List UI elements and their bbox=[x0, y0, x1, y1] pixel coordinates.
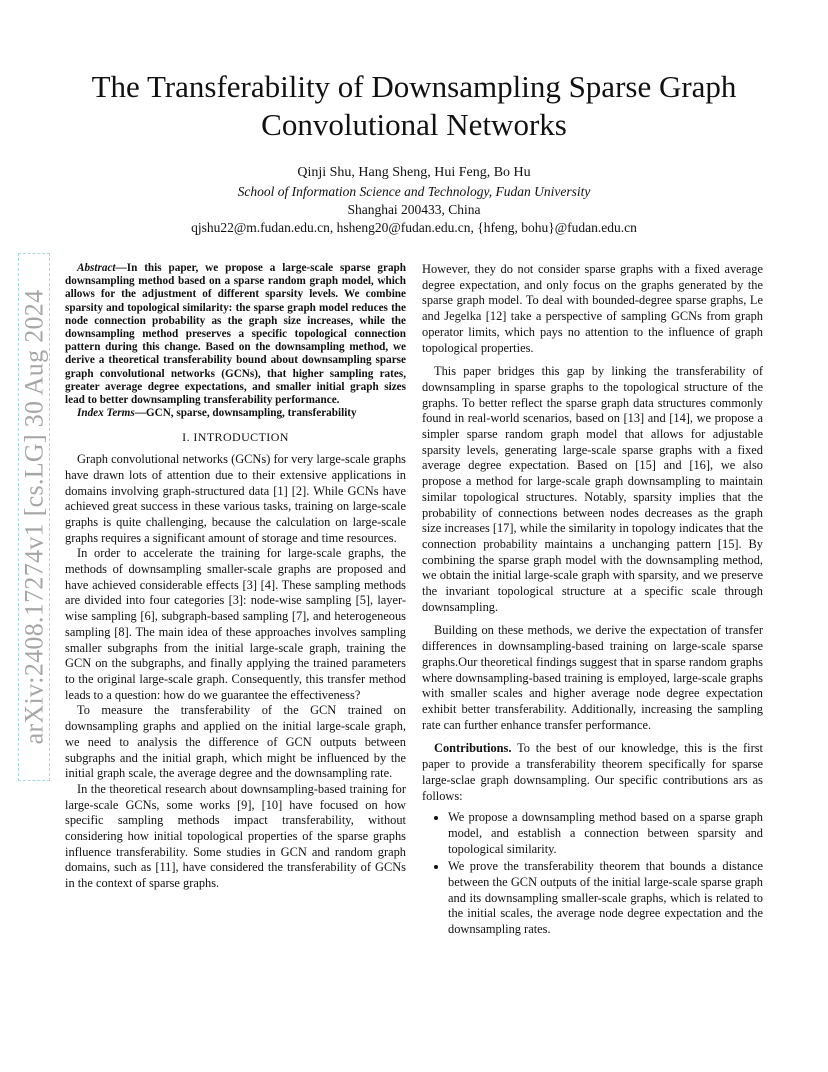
paragraph: Building on these methods, we derive the expectation of transfer differences in downsampling-based training on large-scale sparse graphs.Our theoretical findings suggest that in sparse random graphs where downsampling-based training is employed, large-scale graphs with smaller scales and higher average node degree expectation exhibit better transferability. Additionally, increasing the sampling rate can further enhance transfer performance. bbox=[422, 623, 763, 732]
right-column bbox=[422, 262, 763, 940]
abstract-label: Abstract bbox=[77, 262, 116, 274]
author-affiliation: School of Information Science and Technology, Fudan University bbox=[237, 184, 591, 199]
paper-title: The Transferability of Downsampling Sparse Graph Convolutional Networks bbox=[91, 69, 737, 142]
author-block bbox=[60, 164, 768, 237]
paragraph: To measure the transferability of the GCN trained on downsampling graphs and applied on the initial large-scale graph, we need to analysis the difference of GCN outputs between subgraphs and the initial graph, which might be influenced by the initial graph scale, the average degree and the downsampling rate. bbox=[65, 703, 406, 781]
section-heading: I. INTRODUCTION bbox=[182, 430, 289, 445]
contributions-text: To the best of our knowledge, this is the first paper to provide a transferability theorem specifically for sparse large-sclae graph downsampling. Our specific contributions ars as follows: bbox=[422, 741, 763, 803]
paragraph: In order to accelerate the training for large-scale graphs, the methods of downsampling smaller-scale graphs are proposed and have achieved considerable effects [3] [4]. These sampling methods are divided into four categories [3]: node-wise sampling [5], layer-wise sampling [6], subgraph-based sampling [7], and heterogeneous sampling [8]. The main idea of these approaches involves sampling smaller subgraphs from the initial large-scale graph, training the GCN on the subgraphs, and finally applying the trained parameters to the original large-scale graph. Consequently, this transfer method leads to a question: how do we guarantee the effectiveness? bbox=[65, 546, 406, 702]
author-emails: qjshu22@m.fudan.edu.cn, hsheng20@fudan.edu.cn, {hfeng, bohu}@fudan.edu.cn bbox=[191, 220, 637, 235]
index-terms-label: Index Terms bbox=[77, 407, 135, 420]
index-terms bbox=[65, 407, 406, 420]
abstract bbox=[65, 262, 406, 407]
arxiv-identifier-stamp bbox=[18, 253, 50, 781]
contributions-list bbox=[422, 810, 763, 938]
index-terms-text: —GCN, sparse, downsampling, transferability bbox=[134, 407, 357, 420]
left-column bbox=[65, 262, 406, 892]
paragraph: In the theoretical research about downsampling-based training for large-scale GCNs, some works [9], [10] have focused on how specific sampling methods impact transferability, without considering how initial topological properties of the sparse graphs influence transferability. Some studies in GCN and random graph domains, such as [11], have considered the transferability of GCNs in the context of sparse graphs. bbox=[65, 781, 406, 891]
paragraph: However, they do not consider sparse graphs with a fixed average degree expectation, and only focus on the graphs generated by the sparse graph model. To deal with bounded-degree sparse graphs, Le and Jegelka [12] take a perspective of sampling GCNs from graph operator limits, which pays no attention to the influence of graph topological properties. bbox=[422, 262, 763, 355]
paragraph: This paper bridges this gap by linking the transferability of downsampling in sparse graphs to the topological structure of the graphs. To better reflect the sparse graph data structures commonly found in real-world scenarios, based on [13] and [14], we propose a simpler sparse random graph model that allows for adjustable sparsity levels, generating large-scale sparse graphs with a fixed average degree expectation. Based on [15] and [16], we also propose a method for large-scale graph downsampling to maintain similar topological structures. Notably, sparsity implies that the probability of connections between nodes decreases as the graph size increases [17], while the similarity in topology indicates that the connection probability maintains a unchanging pattern [15]. By combining the sparse graph model with the downsampling method, we obtain the initial large-scale graph with sparsity, and we preserve the invariant topological structure at a specific scale through downsampling. bbox=[422, 364, 763, 614]
author-names: Qinji Shu, Hang Sheng, Hui Feng, Bo Hu bbox=[297, 165, 531, 180]
arxiv-id-text: arXiv:2408.17274v1 [cs.LG] 30 Aug 2024 bbox=[19, 289, 49, 745]
author-address: Shanghai 200433, China bbox=[347, 202, 481, 217]
contributions-paragraph bbox=[422, 741, 763, 804]
list-item: • We prove the transferability theorem that bounds a distance between the GCN outputs of the initial large-scale sparse graph and its downsampling smaller-scale graphs, which is related to the initial scales, the average node degree expectation and the downsampling rates. bbox=[448, 859, 763, 938]
abstract-text: —In this paper, we propose a large-scale sparse graph downsampling method based on a sparse random graph model, which allows for the adjustment of different sparsity levels. We combine sparsity and topological similarity: the sparse graph model reduces the node connection probability as the graph size increases, while the downsampling method preserves a specific topological connection pattern during this change. Based on the downsampling method, we derive a theoretical transferability bound about downsampling sparse graph convolutional networks (GCNs), that higher sampling rates, greater average degree expectations, and smaller initial graph sizes lead to better downsampling transferability performance. bbox=[65, 262, 406, 407]
paragraph: Graph convolutional networks (GCNs) for very large-scale graphs have drawn lots of attention due to their extensive applications in domains involving graph-structured data [1] [2]. While GCNs have achieved great success in these various tasks, training on large-scale graphs is quite challenging, because the calculation on large-scale graphs requires a significant amount of storage and time resources. bbox=[65, 452, 406, 545]
list-item: • We propose a downsampling method based on a sparse graph model, and establish a connection between sparsity and topological similarity. bbox=[448, 810, 763, 857]
contributions-label: Contributions. bbox=[434, 741, 512, 756]
